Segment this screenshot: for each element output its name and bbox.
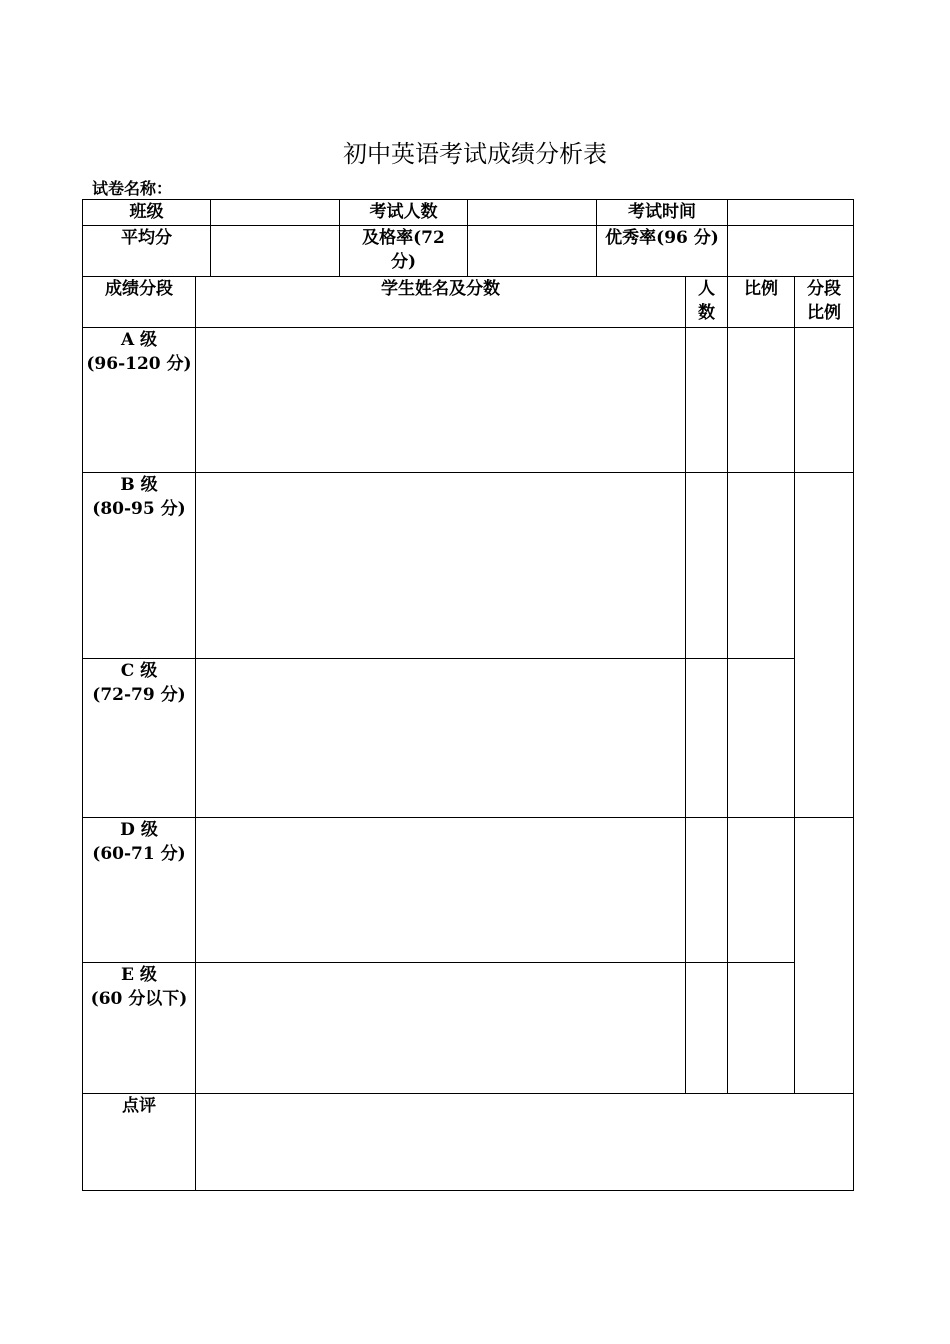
table-row [83,963,854,1094]
grade-range: (72-79 分) [92,685,186,705]
grade-label: B 级 [120,475,158,495]
grade-e-label [83,963,196,1094]
pass-rate-value-cell[interactable] [468,226,597,277]
names-header: 学生姓名及分数 [196,277,686,328]
grade-e-count-cell[interactable] [686,963,728,1094]
grade-a-names-cell[interactable] [196,328,686,473]
grade-e-names-cell[interactable] [196,963,686,1094]
segment-ratio-header-line2: 比例 [807,303,841,323]
page-title: 初中英语考试成绩分析表 [343,140,607,168]
segment-header: 成绩分段 [83,277,196,328]
exam-time-value-cell[interactable] [728,200,854,226]
comment-label: 点评 [83,1094,196,1191]
ratio-header: 比例 [728,277,795,328]
grade-e-ratio-cell[interactable] [728,963,795,1094]
grade-table [82,276,854,1191]
grade-range: (96-120 分) [86,354,192,374]
grade-de-segment-ratio-cell[interactable] [795,818,854,1094]
grade-label: D 级 [120,820,158,840]
class-value-cell[interactable] [211,200,340,226]
info-table [82,199,854,277]
grade-c-ratio-cell[interactable] [728,659,795,818]
grade-range: (80-95 分) [92,499,186,519]
grade-c-label [83,659,196,818]
grade-range: (60-71 分) [92,844,186,864]
grade-range: (60 分以下) [90,989,188,1009]
grade-a-ratio-cell[interactable] [728,328,795,473]
grade-c-count-cell[interactable] [686,659,728,818]
paper-name-label: 试卷名称： [92,179,173,198]
grade-bc-segment-ratio-cell[interactable] [795,473,854,818]
table-row [83,473,854,659]
excellent-rate-label: 优秀率(96 分) [597,226,728,277]
grade-label: A 级 [120,330,158,350]
grade-b-count-cell[interactable] [686,473,728,659]
segment-ratio-header-line1: 分段 [807,279,841,299]
average-label: 平均分 [83,226,211,277]
exam-time-label: 考试时间 [597,200,728,226]
pass-rate-label-line2: 分) [390,252,417,272]
exam-count-value-cell[interactable] [468,200,597,226]
exam-count-label: 考试人数 [340,200,468,226]
grade-b-names-cell[interactable] [196,473,686,659]
segment-ratio-header [795,277,854,328]
count-header-line1: 人 [698,279,715,299]
grade-d-names-cell[interactable] [196,818,686,963]
grade-label: E 级 [121,965,157,985]
grade-a-count-cell[interactable] [686,328,728,473]
excellent-rate-value-cell[interactable] [728,226,854,277]
table-row [83,328,854,473]
pass-rate-label-line1: 及格率(72 [362,228,445,248]
grade-b-label [83,473,196,659]
grade-label: C 级 [120,661,158,681]
table-row [83,818,854,963]
grade-a-segment-ratio-cell[interactable] [795,328,854,473]
grade-d-ratio-cell[interactable] [728,818,795,963]
comment-cell[interactable] [196,1094,854,1191]
count-header-line2: 数 [698,303,715,323]
class-label: 班级 [83,200,211,226]
grade-d-count-cell[interactable] [686,818,728,963]
pass-rate-label [340,226,468,277]
grade-d-label [83,818,196,963]
average-value-cell[interactable] [211,226,340,277]
table-row [83,1094,854,1191]
grade-a-label [83,328,196,473]
grade-b-ratio-cell[interactable] [728,473,795,659]
table-row [83,659,854,818]
grade-c-names-cell[interactable] [196,659,686,818]
count-header [686,277,728,328]
